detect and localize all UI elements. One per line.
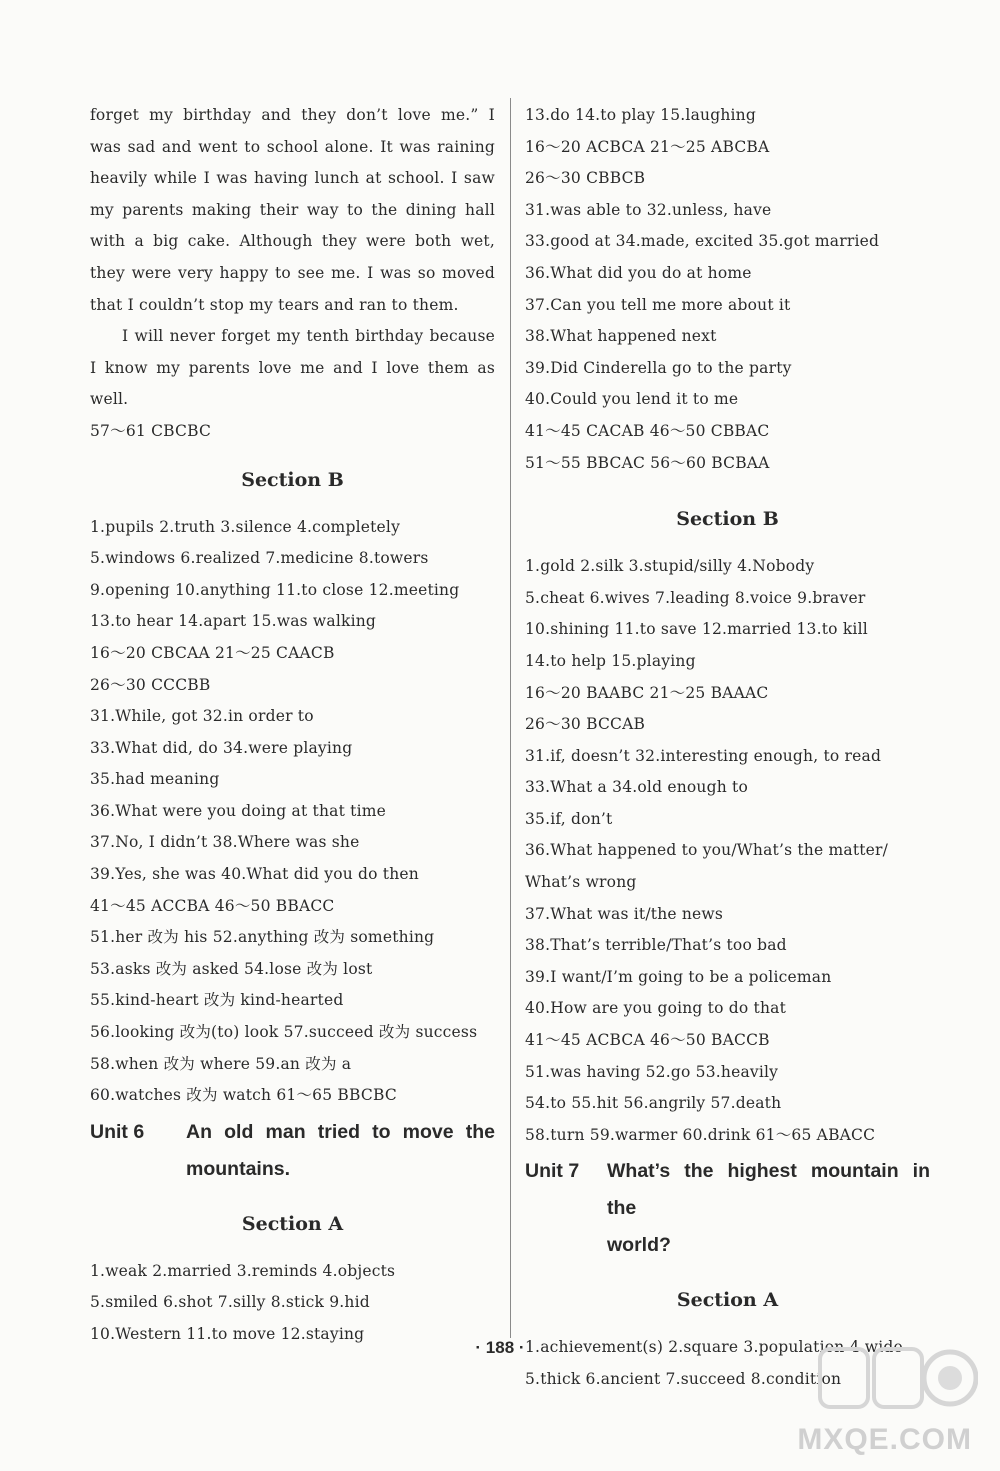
text-line: 39.Yes, she was 40.What did you do then xyxy=(90,865,419,884)
text-line: 1.achievement(s) 2.square 3.population 4.wide xyxy=(525,1338,903,1357)
text-line: 5.smiled 6.shot 7.silly 8.stick 9.hid xyxy=(90,1293,370,1312)
answer-list xyxy=(90,416,495,448)
answer-list xyxy=(525,100,930,479)
text-line: 57～61 CBCBC xyxy=(90,421,212,440)
text-line: they were very happy to see me. I was so moved xyxy=(90,263,495,282)
text-line: 56.looking 改为(to) look 57.succeed 改为 success xyxy=(90,1023,478,1042)
text-line: 35.if, don’t xyxy=(525,809,613,828)
text-line: 36.What did you do at home xyxy=(525,263,752,282)
section-a-heading: Section A xyxy=(676,1289,779,1312)
text-line: 41～45 ACCBA 46～50 BBACC xyxy=(90,896,335,915)
text-line: forget my birthday and they don’t love me.” I xyxy=(90,106,495,124)
section-b-heading: Section B xyxy=(676,508,779,531)
text-line: 36.What happened to you/What’s the matter/ xyxy=(525,841,889,860)
watermark-site-text: MXQE.COM xyxy=(797,1423,972,1456)
text-line: 26～30 CBBCB xyxy=(525,169,646,188)
text-line: 13.do 14.to play 15.laughing xyxy=(525,106,756,124)
text-line: 38.What happened next xyxy=(525,327,717,346)
text-line: 40.How are you going to do that xyxy=(525,999,787,1018)
text-line: 16～20 BAABC 21～25 BAAAC xyxy=(525,683,769,702)
text-line: 51.was having 52.go 53.heavily xyxy=(525,1062,779,1081)
section-b-answers xyxy=(90,512,495,1112)
text-line: 33.What did, do 34.were playing xyxy=(90,738,353,757)
section-a-heading: Section A xyxy=(241,1212,344,1235)
text-line: 38.That’s terrible/That’s too bad xyxy=(525,936,787,955)
text-line: 31.was able to 32.unless, have xyxy=(525,200,772,219)
text-line: with a big cake. Although they were both wet, xyxy=(90,232,495,251)
unit-7-heading xyxy=(525,1153,930,1264)
section-a-answers xyxy=(90,1256,495,1351)
page-number: · 188 · xyxy=(475,1338,525,1357)
watermark xyxy=(788,1343,978,1461)
text-line: 37.What was it/the news xyxy=(525,904,724,923)
text-line: 10.Western 11.to move 12.staying xyxy=(90,1325,365,1343)
text-line: 1.pupils 2.truth 3.silence 4.completely xyxy=(90,517,401,536)
unit-number: Unit 6 xyxy=(90,1120,145,1143)
text-line: 1.weak 2.married 3.reminds 4.objects xyxy=(90,1261,396,1280)
text-line: well. xyxy=(90,390,129,409)
text-line: 26～30 CCCBB xyxy=(90,675,211,694)
text-line: 37.No, I didn’t 38.Where was she xyxy=(90,833,360,852)
unit-title-line-2: mountains. xyxy=(186,1157,291,1180)
text-line: 41～45 ACBCA 46～50 BACCB xyxy=(525,1031,770,1050)
text-line: 5.windows 6.realized 7.medicine 8.towers xyxy=(90,549,429,568)
text-line: 10.shining 11.to save 12.married 13.to kill xyxy=(525,620,868,639)
text-line: 31.While, got 32.in order to xyxy=(90,707,314,726)
section-b-answers xyxy=(525,551,930,1151)
text-line: 53.asks 改为 asked 54.lose 改为 lost xyxy=(90,959,373,978)
text-line: heavily while I was having lunch at school. I saw xyxy=(90,169,495,188)
text-line: 33.good at 34.made, excited 35.got married xyxy=(525,232,880,251)
text-line: 9.opening 10.anything 11.to close 12.meeting xyxy=(90,580,460,599)
text-line: 35.had meaning xyxy=(90,770,220,789)
text-line: 26～30 BCCAB xyxy=(525,715,646,734)
text-line: 58.when 改为 where 59.an 改为 a xyxy=(90,1054,352,1073)
unit-number: Unit 7 xyxy=(525,1160,580,1183)
text-line: 51.her 改为 his 52.anything 改为 something xyxy=(90,928,435,947)
text-line: 5.cheat 6.wives 7.leading 8.voice 9.braver xyxy=(525,588,866,607)
column-divider xyxy=(510,98,511,1338)
text-line: 41～45 CACAB 46～50 CBBAC xyxy=(525,421,770,440)
unit-6-heading xyxy=(90,1114,495,1188)
text-line: 51～55 BBCAC 56～60 BCBAA xyxy=(525,453,770,472)
text-line: 16～20 CBCAA 21～25 CAACB xyxy=(90,643,335,662)
text-line: 39.I want/I’m going to be a policeman xyxy=(525,967,832,986)
text-line: 16～20 ACBCA 21～25 ABCBA xyxy=(525,137,770,156)
text-line: 54.to 55.hit 56.angrily 57.death xyxy=(525,1094,782,1113)
text-line: 13.to hear 14.apart 15.was walking xyxy=(90,612,377,631)
text-line: 33.What a 34.old enough to xyxy=(525,778,748,797)
text-line: 37.Can you tell me more about it xyxy=(525,295,791,314)
text-line: 40.Could you lend it to me xyxy=(525,390,739,409)
text-line: I know my parents love me and I love them as xyxy=(90,358,495,377)
text-line: 55.kind-heart 改为 kind-hearted xyxy=(90,991,344,1010)
text-line: was sad and went to school alone. It was raining xyxy=(90,137,495,156)
text-line: What’s wrong xyxy=(525,873,637,892)
left-column xyxy=(90,100,495,1351)
section-b-heading: Section B xyxy=(241,468,344,491)
text-line: 5.thick 6.ancient 7.succeed 8.condition xyxy=(525,1370,842,1388)
right-column xyxy=(525,100,930,1396)
text-line: that I couldn’t stop my tears and ran to them. xyxy=(90,295,459,314)
text-line: my parents making their way to the dining hall xyxy=(90,200,495,219)
text-line: 36.What were you doing at that time xyxy=(90,801,387,820)
text-line: I will never forget my tenth birthday because xyxy=(122,327,495,346)
watermark-logo-icon xyxy=(818,1343,978,1413)
unit-title-line-1: An old man tried to move the xyxy=(186,1120,495,1143)
text-line: 60.watches 改为 watch 61～65 BBCBC xyxy=(90,1086,397,1105)
text-line: 14.to help 15.playing xyxy=(525,651,696,670)
essay-paragraph-2 xyxy=(90,321,495,416)
unit-title-line-2: world? xyxy=(607,1234,671,1257)
text-line: 39.Did Cinderella go to the party xyxy=(525,358,792,377)
essay-paragraph-1 xyxy=(90,100,495,321)
text-line: 31.if, doesn’t 32.interesting enough, to read xyxy=(525,746,882,765)
text-line: 58.turn 59.warmer 60.drink 61～65 ABACC xyxy=(525,1125,876,1144)
unit-title-line-1: What’s the highest mountain in the xyxy=(607,1160,930,1220)
text-line: 1.gold 2.silk 3.stupid/silly 4.Nobody xyxy=(525,557,815,576)
